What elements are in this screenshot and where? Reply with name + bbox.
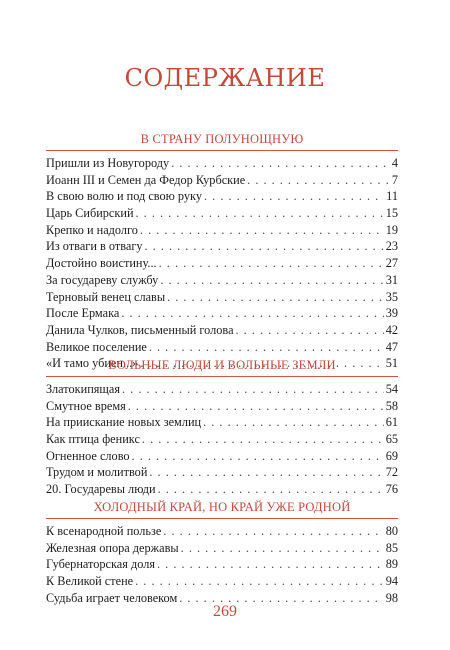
entry-page-number: 94 [385, 574, 398, 589]
section-header: ВОЛЬНЫЕ ЛЮДИ И ВОЛЬНЫЕ ЗЕМЛИ [108, 358, 336, 372]
dot-leader [140, 222, 384, 239]
entry-title: 20. Государевы люди [46, 482, 156, 497]
dot-leader [149, 339, 384, 356]
dot-leader [163, 523, 383, 540]
dot-leader [142, 431, 384, 448]
toc-entry [46, 155, 398, 172]
entry-page-number: 61 [385, 415, 398, 430]
entry-page-number: 4 [391, 156, 398, 170]
toc-entry [46, 414, 398, 431]
entry-page-number: 11 [386, 189, 398, 204]
entry-page-number: 98 [385, 590, 398, 605]
toc-entry [46, 238, 398, 255]
dot-leader [136, 205, 384, 222]
entry-page-number: 85 [385, 540, 398, 555]
dot-leader [204, 188, 384, 205]
dot-leader [181, 540, 384, 557]
entry-title: Смутное время [46, 398, 126, 413]
dot-leader [247, 172, 390, 189]
toc-entry [46, 305, 398, 322]
entry-page-number: 42 [385, 322, 398, 337]
toc-entry [46, 573, 398, 590]
toc-entry [46, 172, 398, 189]
toc-entry [46, 381, 398, 398]
toc-entry [46, 222, 398, 239]
entry-title: После Ермака [46, 306, 120, 321]
toc-entry-list [46, 523, 398, 606]
entry-title: К Великой стене [46, 574, 134, 589]
toc-section [46, 500, 398, 606]
toc-entry [46, 448, 398, 465]
entry-page-number: 58 [385, 398, 398, 413]
entry-title: На приискание новых землиц [46, 415, 202, 430]
dot-leader [171, 155, 390, 172]
entry-title: Пришли из Новугороду [46, 156, 170, 170]
entry-title: Достойно воистину... [46, 256, 157, 271]
dot-leader [159, 255, 384, 272]
entry-page-number: 72 [385, 465, 398, 480]
entry-page-number: 89 [385, 557, 398, 572]
entry-title: Трудом и молитвой [46, 465, 148, 480]
toc-entry [46, 205, 398, 222]
dot-leader [167, 289, 384, 306]
entry-title: В свою волю и под свою руку [46, 189, 203, 204]
page-title: СОДЕРЖАНИЕ [124, 64, 326, 92]
entry-title: Терновый венец славы [46, 289, 166, 304]
dot-leader [157, 556, 384, 573]
section-divider [46, 150, 398, 151]
toc-entry [46, 255, 398, 272]
page-number: 269 [213, 603, 237, 620]
toc-entry [46, 188, 398, 205]
entry-title: Великое поселение [46, 339, 147, 354]
dot-leader [236, 322, 384, 339]
entry-title: Губернаторская доля [46, 557, 156, 572]
entry-page-number: 7 [391, 172, 398, 187]
entry-title: Царь Сибирский [46, 206, 134, 221]
entry-page-number: 54 [385, 382, 398, 396]
entry-page-number: 27 [385, 256, 398, 271]
entry-page-number: 23 [385, 239, 398, 254]
entry-title: Железная опора державы [46, 540, 179, 555]
entry-page-number: 69 [385, 448, 398, 463]
entry-title: Данила Чулков, письменный голова [46, 322, 234, 337]
entry-title: Из отваги в отвагу [46, 239, 143, 254]
entry-title: К всенародной пользе [46, 524, 162, 538]
entry-page-number: 15 [385, 206, 398, 221]
entry-page-number: 51 [385, 356, 398, 371]
dot-leader [132, 448, 384, 465]
dot-leader [203, 414, 384, 431]
toc-entry [46, 540, 398, 557]
toc-entry-list [46, 381, 398, 498]
toc-entry [46, 523, 398, 540]
entry-page-number: 80 [385, 524, 398, 538]
entry-page-number: 47 [385, 339, 398, 354]
entry-title: Огненное слово [46, 448, 130, 463]
entry-title: Крепко и надолго [46, 222, 138, 237]
toc-section [46, 132, 398, 372]
section-header: ХОЛОДНЫЙ КРАЙ, НО КРАЙ УЖЕ РОДНОЙ [93, 500, 351, 514]
toc-entry [46, 322, 398, 339]
dot-leader [158, 481, 384, 498]
dot-leader [121, 305, 383, 322]
dot-leader [135, 573, 384, 590]
dot-leader [128, 398, 384, 415]
dot-leader [160, 272, 383, 289]
entry-page-number: 35 [385, 289, 398, 304]
toc-entry [46, 398, 398, 415]
section-header: В СТРАНУ ПОЛУНОЩНУЮ [140, 132, 304, 146]
toc-entry [46, 289, 398, 306]
toc-entry [46, 556, 398, 573]
section-divider [46, 518, 398, 519]
entry-page-number: 39 [385, 306, 398, 321]
toc-entry [46, 339, 398, 356]
entry-title: Златокипящая [46, 382, 121, 396]
entry-title: «И тамо убиен...» [46, 356, 139, 371]
toc-entry-list [46, 155, 398, 372]
entry-page-number: 65 [385, 432, 398, 447]
toc-entry [46, 481, 398, 498]
entry-title: За государеву службу [46, 272, 159, 287]
dot-leader [145, 238, 384, 255]
entry-title: Иоанн III и Семен да Федор Курбские [46, 172, 246, 187]
toc-entry [46, 272, 398, 289]
toc-entry [46, 431, 398, 448]
entry-title: Как птица феникс [46, 432, 140, 447]
entry-page-number: 31 [385, 272, 398, 287]
entry-title: Судьба играет человеком [46, 590, 178, 605]
dot-leader [149, 464, 383, 481]
entry-page-number: 19 [385, 222, 398, 237]
toc-section [46, 358, 398, 498]
dot-leader [122, 381, 384, 398]
toc-entry [46, 464, 398, 481]
section-divider [46, 376, 398, 377]
entry-page-number: 76 [385, 482, 398, 497]
